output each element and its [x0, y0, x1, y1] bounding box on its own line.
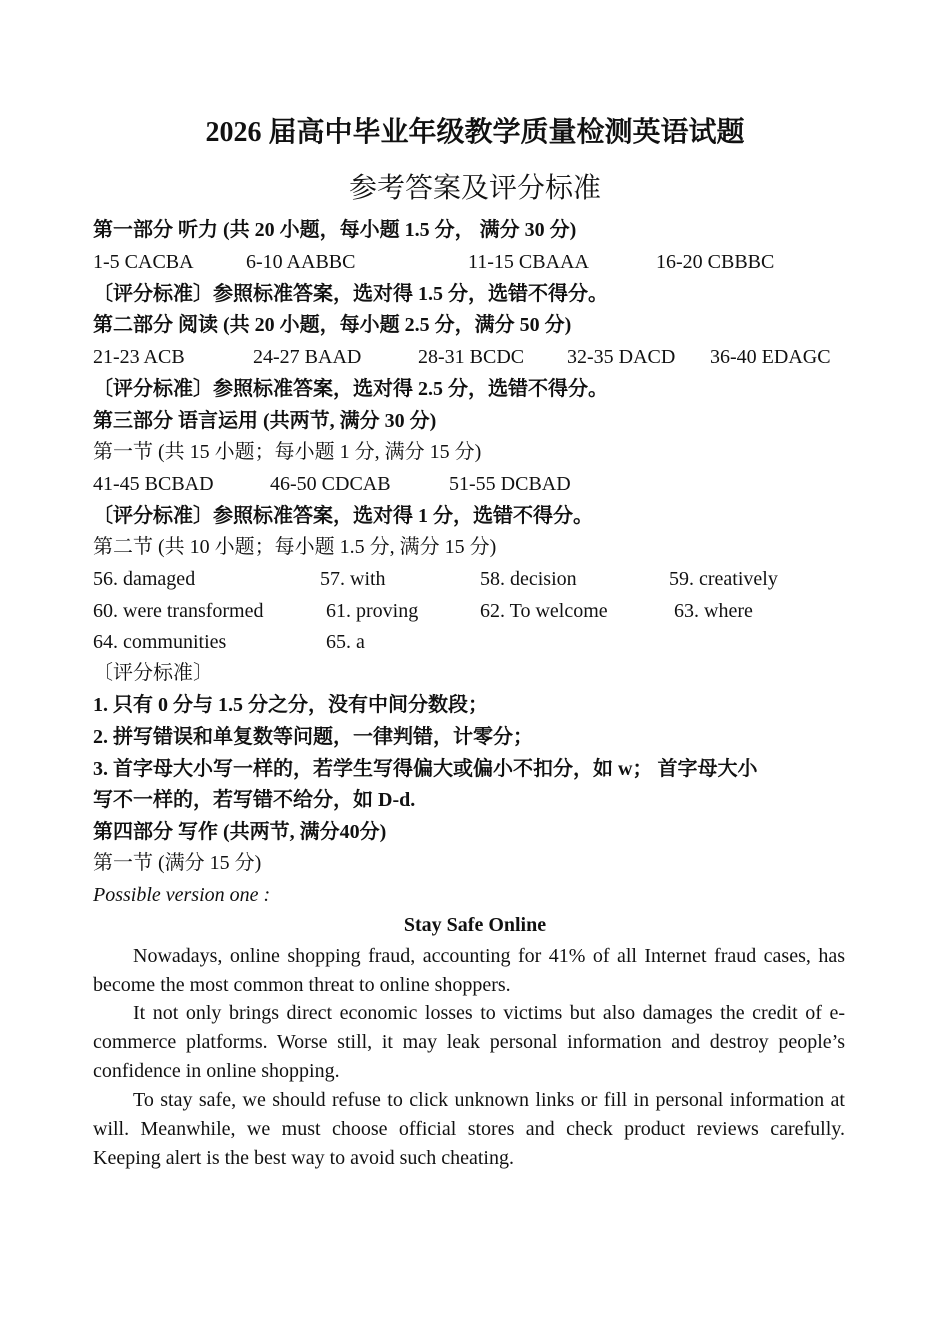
- grading-rule: 1. 只有 0 分与 1.5 分之分，没有中间分数段；: [93, 694, 488, 716]
- part2-answer: 28-31 BCDC: [418, 346, 525, 368]
- part3-section2-heading: 第二节 (共 10 小题；每小题 1.5 分, 满分 15 分): [93, 536, 497, 558]
- part3-section2-answer: 61. proving: [326, 600, 419, 622]
- part3-section1-answer: 41-45 BCBAD: [93, 473, 214, 495]
- part4-heading: 第四部分 写作 (共两节, 满分40分): [93, 821, 387, 843]
- document-subtitle: 参考答案及评分标准: [348, 173, 601, 204]
- part1-criteria: 〔评分标准〕参照标准答案，选对得 1.5 分，选错不得分。: [93, 283, 608, 305]
- part1-answer: 6-10 AABBC: [246, 251, 356, 273]
- part3-heading: 第三部分 语言运用 (共两节, 满分 30 分): [93, 410, 437, 432]
- part3-section1-criteria: 〔评分标准〕参照标准答案，选对得 1 分，选错不得分。: [93, 505, 593, 527]
- part2-answer: 36-40 EDAGC: [710, 346, 831, 368]
- part3-section1-heading: 第一节 (共 15 小题；每小题 1 分, 满分 15 分): [93, 441, 482, 463]
- essay-paragraph: Nowadays, online shopping fraud, accounting for 41% of all Internet fraud cases, has become the most common threat to online shoppers.: [93, 945, 845, 996]
- part3-section2-answer: 62. To welcome: [480, 600, 608, 622]
- grading-rule: 2. 拼写错误和单复数等问题，一律判错，计零分；: [93, 726, 533, 748]
- part4-section1-heading: 第一节 (满分 15 分): [93, 852, 262, 874]
- essay-paragraph: It not only brings direct economic losses to victims but also damages the credit of e-commerce platforms. Worse still, it may leak personal information and destroy people’s confidence in online shopping.: [93, 1002, 845, 1082]
- part3-section2-answer: 58. decision: [480, 568, 577, 590]
- part3-section2-answer: 59. creatively: [669, 568, 778, 590]
- part1-answer: 1-5 CACBA: [93, 251, 194, 273]
- part2-criteria: 〔评分标准〕参照标准答案，选对得 2.5 分，选错不得分。: [93, 378, 608, 400]
- part1-heading: 第一部分 听力 (共 20 小题，每小题 1.5 分， 满分 30 分): [93, 219, 577, 241]
- part3-section2-answer: 57. with: [320, 568, 386, 590]
- part2-answer: 24-27 BAAD: [253, 346, 362, 368]
- part3-section2-answer: 63. where: [674, 600, 753, 622]
- part1-answer: 11-15 CBAAA: [468, 251, 589, 273]
- part3-section2-criteria-label: 〔评分标准〕: [93, 662, 213, 684]
- part3-section2-answer: 56. damaged: [93, 568, 196, 590]
- grading-rule: 3. 首字母大小写一样的，若学生写得偏大或偏小不扣分，如 w； 首字母大小: [93, 758, 758, 780]
- version-label: Possible version one :: [93, 884, 271, 906]
- part1-answer: 16-20 CBBBC: [656, 251, 775, 273]
- part3-section2-answer: 65. a: [326, 631, 365, 653]
- part2-answer: 32-35 DACD: [567, 346, 676, 368]
- part3-section2-answer: 60. were transformed: [93, 600, 264, 622]
- part3-section2-answer: 64. communities: [93, 631, 227, 653]
- document-title: 2026 届高中毕业年级教学质量检测英语试题: [205, 117, 745, 148]
- essay-title: Stay Safe Online: [403, 914, 547, 936]
- part3-section1-answer: 51-55 DCBAD: [449, 473, 571, 495]
- essay-paragraph: To stay safe, we should refuse to click unknown links or fill in personal information at will. Meanwhile, we must choose official stores and check product reviews carefully. Keeping alert is the best way to avoid such cheating.: [93, 1089, 845, 1169]
- part3-section1-answer: 46-50 CDCAB: [270, 473, 391, 495]
- grading-rule: 写不一样的，若写错不给分，如 D-d.: [93, 789, 416, 811]
- part2-heading: 第二部分 阅读 (共 20 小题，每小题 2.5 分，满分 50 分): [93, 314, 572, 336]
- part2-answer: 21-23 ACB: [93, 346, 185, 368]
